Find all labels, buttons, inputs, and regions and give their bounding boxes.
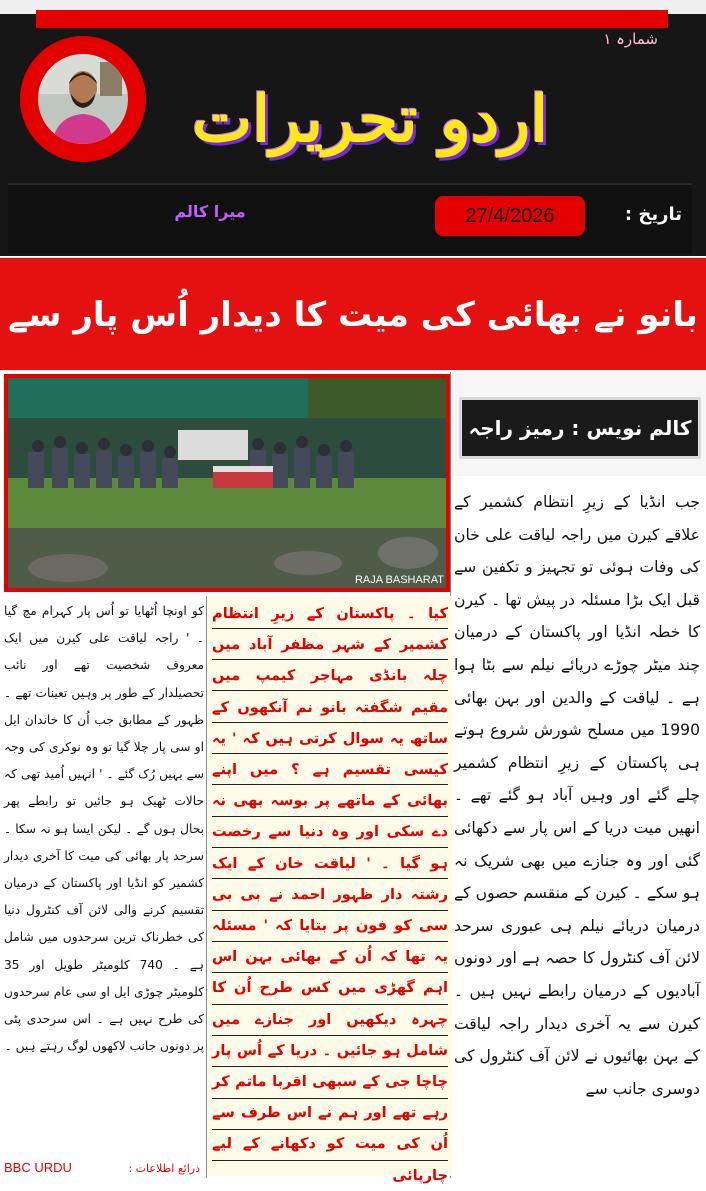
masthead-red-stripe — [36, 10, 668, 28]
avatar — [38, 54, 128, 144]
date-value: 27/4/2026 — [435, 196, 585, 236]
avatar-person-icon — [38, 54, 128, 144]
article-column-middle: کیا ۔ پاکستان کے زیرِ انتظام کشمیر کے شہر مظفر آباد میں چلہ بانڈی مہاجر کیمپ میں مقیم شگفتہ بانو نم آنکھوں کے ساتھ یہ سوال کرتی ہیں کہ ' یہ کیسی تقسیم ہے ؟ میں اپنے بھائی کے ماتھے پر بوسہ بھی نہ دے سکی اور وہ دنیا سے رخصت ہو گیا ۔ ' لیاقت خان کے ایک رشتہ دار ظہور احمد نے بی بی سی کو فون پر بتایا کہ ' مسئلہ یہ تھا کہ اُن کے بھائی بہن اس اہم گھڑی میں کس طرح اُن کا چہرہ دیکھیں اور جنازے میں شامل ہو جائیں ۔ دریا کے اُس پار چاچا جی کے سبھی اقربا ماتم کر رہے تھے اور ہم نے اس طرف سے اُن کی میت کو دکھانے کے لیے چارپائی — [212, 605, 448, 1184]
source-label: ذرائع اطلاعات : — [128, 1162, 200, 1175]
news-photo — [4, 374, 450, 592]
my-column-link[interactable]: میرا کالم — [174, 202, 246, 221]
issue-number: شمارہ ۱ — [603, 30, 658, 48]
masthead-info-bar — [8, 183, 692, 253]
article-column-right: جب انڈیا کے زیرِ انتظام کشمیر کے علاقے کیرن میں راجہ لیاقت علی خان کی وفات ہوئی تو تجہیز و تکفین سے قبل ایک بڑا مسئلہ در پیش تھا ۔ کیرن کا خطہ انڈیا اور پاکستان کے درمیان چند میٹر چوڑے دریائے نیلم سے بٹا ہوا ہے ۔ لیاقت کے والدین اور بہن بھائی 1990 میں مسلح شورش شروع ہوتے ہی پاکستان کے زیرِ انتظام کشمیر چلے گئے اور وہیں آباد ہو گئے تھے ۔ انھیں میت دریا کے اس پار سے دکھائی گئی اور وہ جنازے میں بھی شریک نہ ہو سکے ۔ کیرن کے منقسم حصوں کے درمیان دریائے نیلم ہی عبوری سرحد لائن آف کنٹرول کا حصہ ہے اور دونوں آبادیوں کے درمیان رابطے نہیں ہیں ۔ کیرن سے یہ آخری دیدار راجہ لیاقت کے بہن بھائیوں نے لائن آف کنٹرول کی دوسری جانب سے — [454, 493, 700, 1098]
publication-title: اردو تحریرات — [192, 82, 548, 157]
photo-credit: RAJA BASHARAT — [354, 574, 444, 586]
headline: بانو نے بھائی کی میت کا دیدار اُس پار سے — [8, 295, 698, 335]
date-label: تاریخ : — [624, 204, 682, 225]
article-column-left: کو اونچا اُٹھایا تو اُس پار کہرام مچ گیا ۔ ' راجہ لیاقت علی کیرن میں ایک معروف شخصیت تھے اور نائب تحصیلدار کے طور پر وہیں تعینات تھے ۔ ظہور کے مطابق جب اُن کا خاندان ایل او سی پار چلا گیا تو وہ نوکری کی وجہ سے یہیں رُک گئے ۔ ' انہیں اُمید تھی کہ حالات ٹھیک ہو جائیں تو رابطے پھر بحال ہوں گے ۔ لیکن ایسا ہو نہ سکا ۔ سرحد پار بھائی کی میت کا آخری دیدار کشمیر کو انڈیا اور پاکستان کے درمیان تقسیم کرنے والی لائن آف کنٹرول دنیا کی خطرناک ترین سرحدوں میں شامل ہے ۔ 740 کلومیٹر طویل اور 35 کلومیٹر چوڑی ایل او سی عام سرحدوں کی طرح نہیں ہے ۔ اس سرحدی پٹی پر دونوں جانب لاکھوں لوگ رہتے ہیں ۔ — [4, 604, 205, 1054]
columnist-name: کالم نویس : رمیز راجہ — [462, 400, 698, 456]
column-divider — [206, 596, 207, 1178]
funeral-crowd-image — [8, 378, 446, 588]
source-value: BBC URDU — [4, 1160, 72, 1175]
